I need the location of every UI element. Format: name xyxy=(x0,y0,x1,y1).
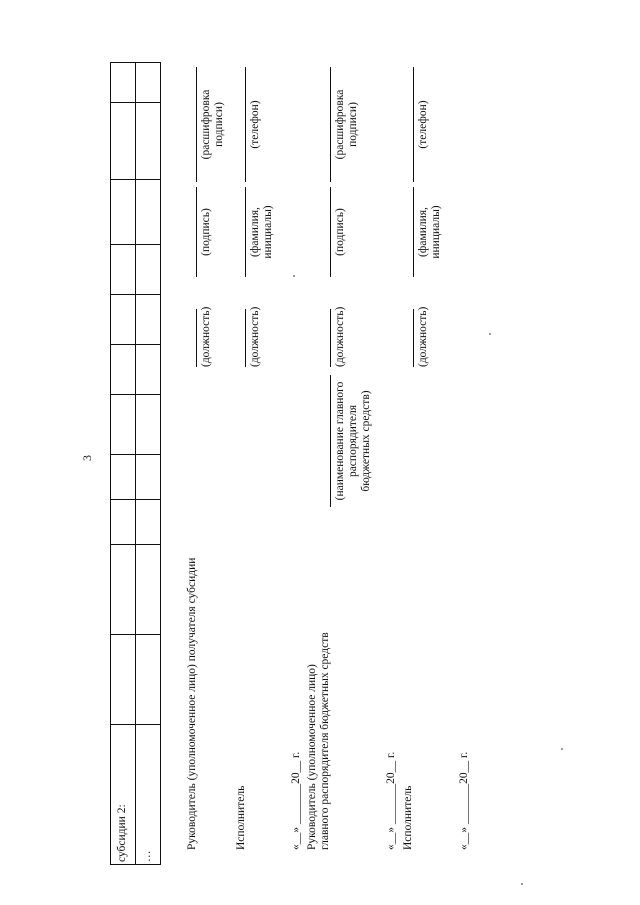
position-caption: (должность) xyxy=(200,306,212,367)
position-caption: (должность) xyxy=(417,306,429,367)
table-row-label: субсидии 2: xyxy=(116,804,128,862)
signature-decoding-caption: (расшифровка подписи) xyxy=(200,89,225,160)
table-border-top xyxy=(110,62,111,865)
table-col-divider xyxy=(110,179,160,180)
signature-decoding-line xyxy=(330,67,331,182)
table-col-divider xyxy=(110,102,160,103)
table-col-divider xyxy=(110,634,160,635)
date-line: «__» _______20__ г. xyxy=(458,751,470,850)
org-caption: (наименование главного распорядителя бюджетных средств) xyxy=(334,381,372,501)
phone-line xyxy=(413,67,414,182)
signature-decoding-line xyxy=(196,67,197,182)
position-caption: (должность) xyxy=(249,306,261,367)
name-caption: (фамилия, инициалы) xyxy=(417,205,442,259)
phone-caption: (телефон) xyxy=(417,100,429,149)
recipient-title: Руководитель (уполномоченное лицо) получателя субсидии xyxy=(186,557,198,850)
executor-label: Исполнитель xyxy=(402,785,414,850)
table-col-divider xyxy=(110,294,160,295)
signature-caption: (подпись) xyxy=(334,208,346,256)
subsidy-table xyxy=(110,62,160,865)
signature-line xyxy=(196,187,197,277)
date-line: «__» _______20__ г. xyxy=(290,751,302,850)
page-number: 3 xyxy=(80,455,94,461)
table-col-divider xyxy=(110,344,160,345)
position-caption: (должность) xyxy=(334,306,346,367)
scan-speck xyxy=(561,748,563,750)
position-line xyxy=(245,309,246,367)
table-col-divider xyxy=(110,544,160,545)
phone-line xyxy=(245,67,246,182)
phone-caption: (телефон) xyxy=(249,100,261,149)
scan-speck xyxy=(521,883,523,885)
name-caption: (фамилия, инициалы) xyxy=(249,205,274,259)
table-col-divider xyxy=(110,394,160,395)
scan-speck xyxy=(293,275,295,277)
table-col-divider xyxy=(110,244,160,245)
executor-label: Исполнитель xyxy=(235,785,247,850)
signature-decoding-caption: (расшифровка подписи) xyxy=(334,89,359,160)
name-line xyxy=(413,187,414,277)
date-line: «__» _______20__ г. xyxy=(385,751,397,850)
table-col-divider xyxy=(110,724,160,725)
table-col-divider xyxy=(110,499,160,500)
name-line xyxy=(245,187,246,277)
position-line xyxy=(413,309,414,367)
table-border-bottom xyxy=(160,62,161,865)
signature-caption: (подпись) xyxy=(200,208,212,256)
manager-title-line2: главного распорядителя бюджетных средств xyxy=(319,632,331,850)
signature-line xyxy=(330,187,331,277)
position-line xyxy=(330,309,331,367)
table-border-right xyxy=(110,62,160,63)
table-border-left xyxy=(110,864,160,865)
table-row-label: … xyxy=(141,850,153,862)
manager-title-line1: Руководитель (уполномоченное лицо) xyxy=(306,664,318,850)
table-row-divider xyxy=(135,62,136,865)
position-line xyxy=(196,309,197,367)
table-col-divider xyxy=(110,454,160,455)
scan-speck xyxy=(489,333,491,335)
org-line xyxy=(330,375,331,507)
